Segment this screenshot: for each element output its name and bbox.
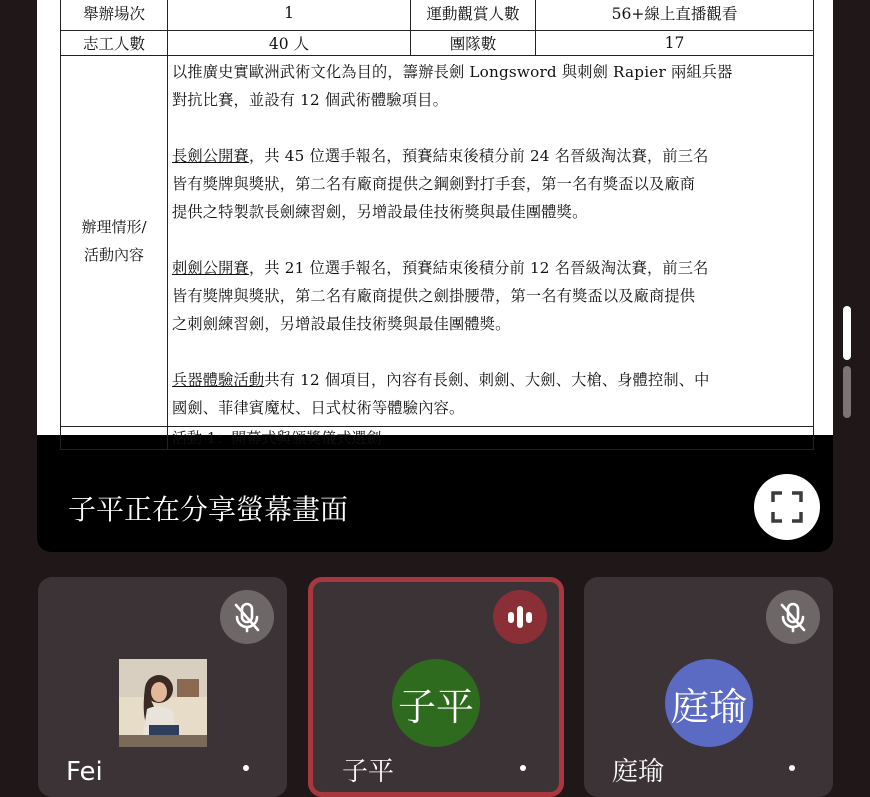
scrollbar-track[interactable] bbox=[843, 366, 851, 418]
table-cell: 活動 1：開幕式與頒獎儀式選劍 bbox=[168, 427, 814, 450]
participant-name: 庭瑜 bbox=[612, 757, 665, 787]
table-cell: 志工人數 bbox=[61, 31, 168, 56]
paragraph-line bbox=[172, 366, 809, 394]
mic-status bbox=[766, 590, 820, 644]
avatar bbox=[119, 659, 207, 747]
participant-tile-1[interactable] bbox=[38, 577, 287, 797]
mic-off-icon bbox=[220, 590, 274, 644]
more-vert-icon[interactable] bbox=[243, 765, 249, 779]
participant-tile-2[interactable] bbox=[308, 577, 564, 797]
screen-share-status: 子平正在分享螢幕畫面 bbox=[68, 493, 349, 526]
shared-document bbox=[37, 0, 833, 447]
table-cell: 1 bbox=[168, 0, 411, 31]
paragraph-line: 皆有獎牌與獎狀，第二名有廠商提供之劍掛腰帶，第一名有獎盃以及廠商提供 bbox=[172, 287, 696, 305]
screen-share-panel bbox=[37, 0, 833, 552]
paragraph-line bbox=[172, 254, 809, 282]
paragraph-line: 以推廣史實歐洲武術文化為目的，籌辦長劍 Longsword 與刺劍 Rapier 兩組兵器 bbox=[172, 63, 733, 81]
speaking-indicator-icon bbox=[493, 590, 547, 644]
paragraph-line: 國劍、菲律賓魔杖、日式杖術等體驗內容。 bbox=[172, 399, 465, 417]
paragraph-line: 皆有獎牌與獎狀，第二名有廠商提供之鋼劍對打手套，第一名有獎盃以及廠商 bbox=[172, 175, 696, 193]
participant-name: Fei bbox=[66, 757, 103, 787]
more-vert-icon[interactable] bbox=[789, 765, 795, 779]
avatar: 子平 bbox=[392, 659, 480, 747]
text: ，共 45 位選手報名，預賽結束後積分前 24 名晉級淘汰賽，前三名 bbox=[248, 147, 709, 165]
text: 共有 12 個項目，內容有長劍、刺劍、大劍、大槍、身體控制、中 bbox=[264, 371, 710, 389]
paragraph-line: 之刺劍練習劍，另增設最佳技術獎與最佳團體獎。 bbox=[172, 315, 511, 333]
table-cell: 運動觀賞人數 bbox=[411, 0, 536, 31]
label-line: 活動內容 bbox=[83, 246, 144, 264]
table-cell: 17 bbox=[536, 31, 814, 56]
more-vert-icon[interactable] bbox=[520, 765, 526, 779]
avatar: 庭瑜 bbox=[665, 659, 753, 747]
table-cell bbox=[61, 427, 168, 450]
table-cell: 舉辦場次 bbox=[61, 0, 168, 31]
document-table bbox=[60, 0, 814, 450]
fullscreen-button[interactable] bbox=[754, 474, 820, 540]
paragraph-line: 提供之特製款長劍練習劍，另增設最佳技術獎與最佳團體獎。 bbox=[172, 203, 588, 221]
paragraph-line bbox=[172, 142, 809, 170]
section-title: 刺劍公開賽 bbox=[172, 259, 249, 277]
label-line: 辦理情形/ bbox=[81, 218, 147, 236]
scrollbar-thumb[interactable] bbox=[843, 306, 851, 360]
fullscreen-icon bbox=[754, 474, 820, 540]
table-cell: 團隊數 bbox=[411, 31, 536, 56]
section-title: 兵器體驗活動 bbox=[172, 371, 265, 389]
activity-content bbox=[168, 56, 814, 427]
table-cell: 56+線上直播觀看 bbox=[536, 0, 814, 31]
avatar-photo-icon bbox=[119, 659, 207, 747]
participant-tile-3[interactable] bbox=[584, 577, 833, 797]
text: ，共 21 位選手報名，預賽結束後積分前 12 名晉級淘汰賽，前三名 bbox=[248, 259, 709, 277]
section-title: 長劍公開賽 bbox=[172, 147, 249, 165]
mic-status bbox=[493, 590, 547, 644]
table-cell: 40 人 bbox=[168, 31, 411, 56]
mic-off-icon bbox=[766, 590, 820, 644]
mic-status bbox=[220, 590, 274, 644]
participant-name: 子平 bbox=[342, 757, 395, 787]
row-label bbox=[61, 56, 168, 427]
paragraph-line: 對抗比賽，並設有 12 個武術體驗項目。 bbox=[172, 91, 448, 109]
